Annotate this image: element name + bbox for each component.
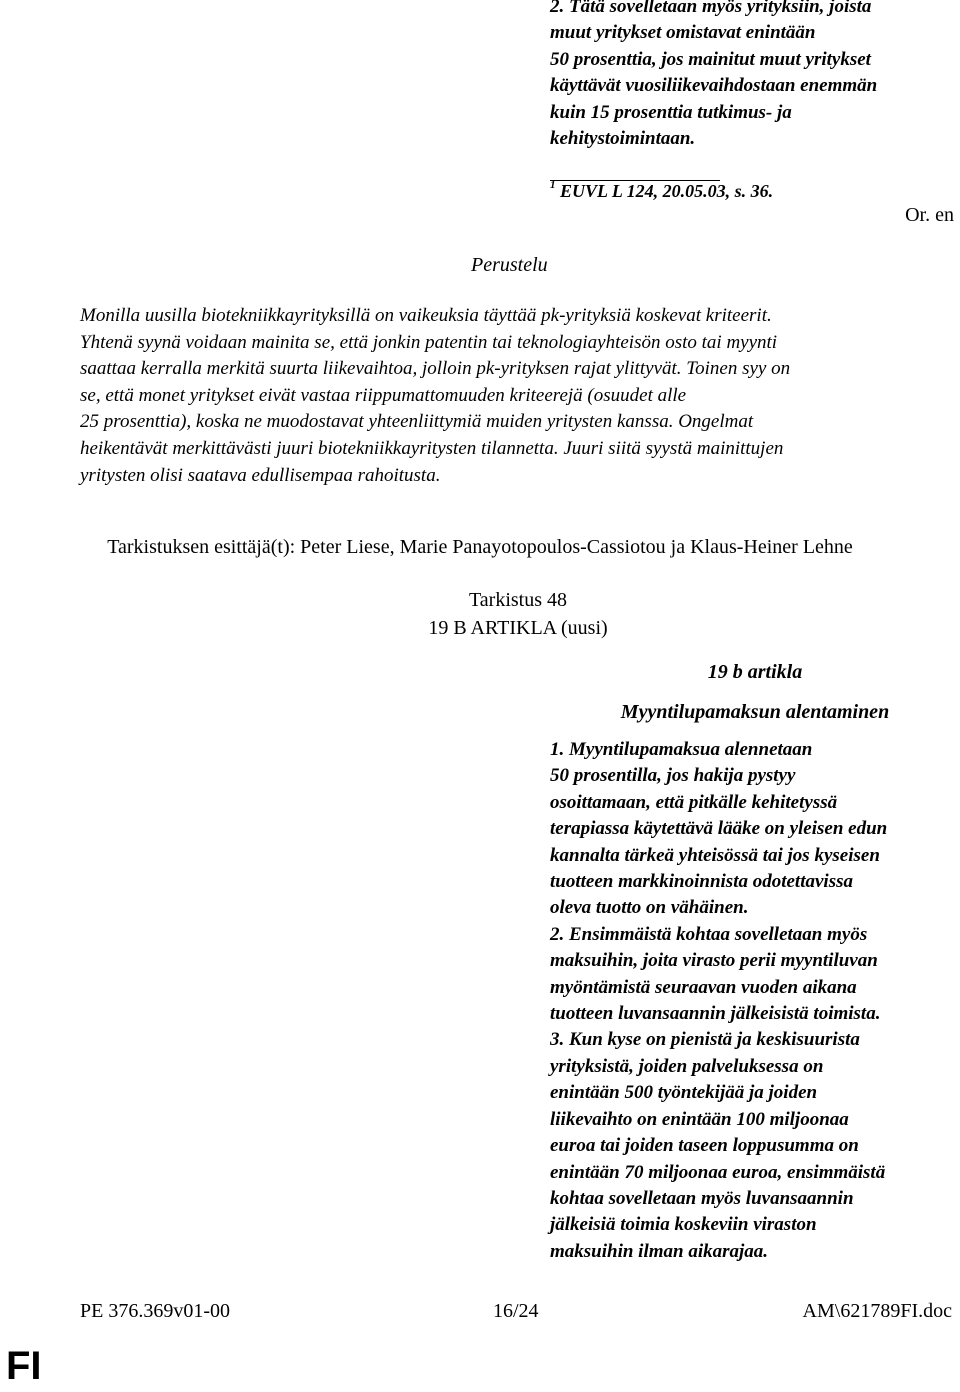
footnote-marker: 1 (550, 179, 556, 191)
text-line: maksuihin ilman aikarajaa. (550, 1240, 769, 1262)
text-line: osoittamaan, että pitkälle kehitetyssä (550, 791, 838, 813)
text-line: 3. Kun kyse on pienistä ja keskisuurista (550, 1029, 860, 1051)
text-line: kehitystoimintaan. (550, 128, 696, 150)
footer-file-name: AM\621789FI.doc (802, 1300, 952, 1322)
text-line: jälkeisiä toimia koskeviin viraston (550, 1214, 817, 1236)
text-line: se, että monet yritykset eivät vastaa riippumattomuuden kriteerejä (osuudet alle (80, 384, 687, 406)
text-line: tuotteen luvansaannin jälkeisistä toimista. (550, 1003, 881, 1025)
article-subtitle: Myyntilupamaksun alentaminen (620, 701, 890, 723)
text-line: muut yritykset omistavat enintään (550, 22, 816, 44)
text-line: liikevaihto on enintään 100 miljoonaa (550, 1108, 849, 1130)
text-line: terapiassa käytettävä lääke on yleisen edun (550, 818, 888, 840)
language-code: FI (6, 1344, 42, 1388)
text-line: 50 prosentilla, jos hakija pystyy (550, 765, 796, 787)
amendment-number: Tarkistus 48 (468, 589, 568, 611)
footnote (550, 181, 773, 202)
footnote-text: EUVL L 124, 20.05.03, s. 36. (560, 181, 774, 201)
amendment-article: 19 B ARTIKLA (uusi) (428, 617, 608, 639)
amendment-heading (0, 586, 960, 642)
text-line: oleva tuotto on vähäinen. (550, 897, 749, 919)
text-line: yrityksistä, joiden palveluksessa on (550, 1055, 824, 1077)
text-line: 1. Myyntilupamaksua alennetaan (550, 739, 813, 760)
text-line: enintään 500 työntekijää ja joiden (550, 1082, 818, 1104)
text-line: kannalta tärkeä yhteisössä tai jos kyseisen (550, 844, 880, 866)
article-title: 19 b artikla (707, 661, 803, 683)
justification-text (80, 303, 960, 489)
text-line: tuotteen markkinoinnista odotettavissa (550, 871, 853, 893)
text-line: myöntämistä seuraavan vuoden aikana (550, 976, 857, 998)
text-line: euroa tai joiden taseen loppusumma on (550, 1135, 859, 1157)
footer-page-number: 16/24 (493, 1300, 539, 1322)
text-line: kuin 15 prosenttia tutkimus- ja (550, 101, 792, 123)
text-line: yritysten olisi saatava edullisempaa rahoitusta. (80, 464, 441, 486)
original-language-label: Or. en (905, 204, 954, 226)
text-line: enintään 70 miljoonaa euroa, ensimmäistä (550, 1161, 886, 1183)
text-line: kohtaa sovelletaan myös luvansaannin (550, 1187, 854, 1209)
text-line: Yhtenä syynä voidaan mainita se, että jonkin patentin tai teknologiayhteisön osto tai myynti (80, 331, 778, 353)
text-line: 2. Ensimmäistä kohtaa sovelletaan myös (550, 923, 868, 945)
text-line: 25 prosenttia), koska ne muodostavat yhteenliittymiä muiden yritysten kanssa. Ongelmat (80, 411, 754, 433)
text-line: heikentävät merkittävästi juuri biotekniikkayritysten tilannetta. Juuri siitä syystä mainittujen (80, 437, 784, 459)
justification-heading: Perustelu (471, 254, 548, 276)
text-line: käyttävät vuosiliikevaihdostaan enemmän (550, 75, 878, 97)
text-line: 2. Tätä sovelletaan myös yrityksiin, joista (550, 0, 872, 17)
amendment-authors: Tarkistuksen esittäjä(t): Peter Liese, Marie Panayotopoulos-Cassiotou ja Klaus-Heiner Lehne (107, 536, 853, 558)
text-line: saattaa kerralla merkitä suurta liikevaihtoa, jolloin pk-yrityksen rajat ylittyvät. Toinen syy on (80, 358, 791, 380)
text-line: maksuihin, joita virasto perii myyntiluvan (550, 950, 878, 972)
text-line: 50 prosenttia, jos mainitut muut yritykset (550, 48, 871, 70)
footer-document-ref: PE 376.369v01-00 (80, 1300, 230, 1322)
article-text (550, 737, 960, 1265)
text-line: Monilla uusilla biotekniikkayrityksillä on vaikeuksia täyttää pk-yrityksiä koskevat kriteerit. (80, 305, 772, 326)
amendment-text-continuation (550, 0, 960, 152)
